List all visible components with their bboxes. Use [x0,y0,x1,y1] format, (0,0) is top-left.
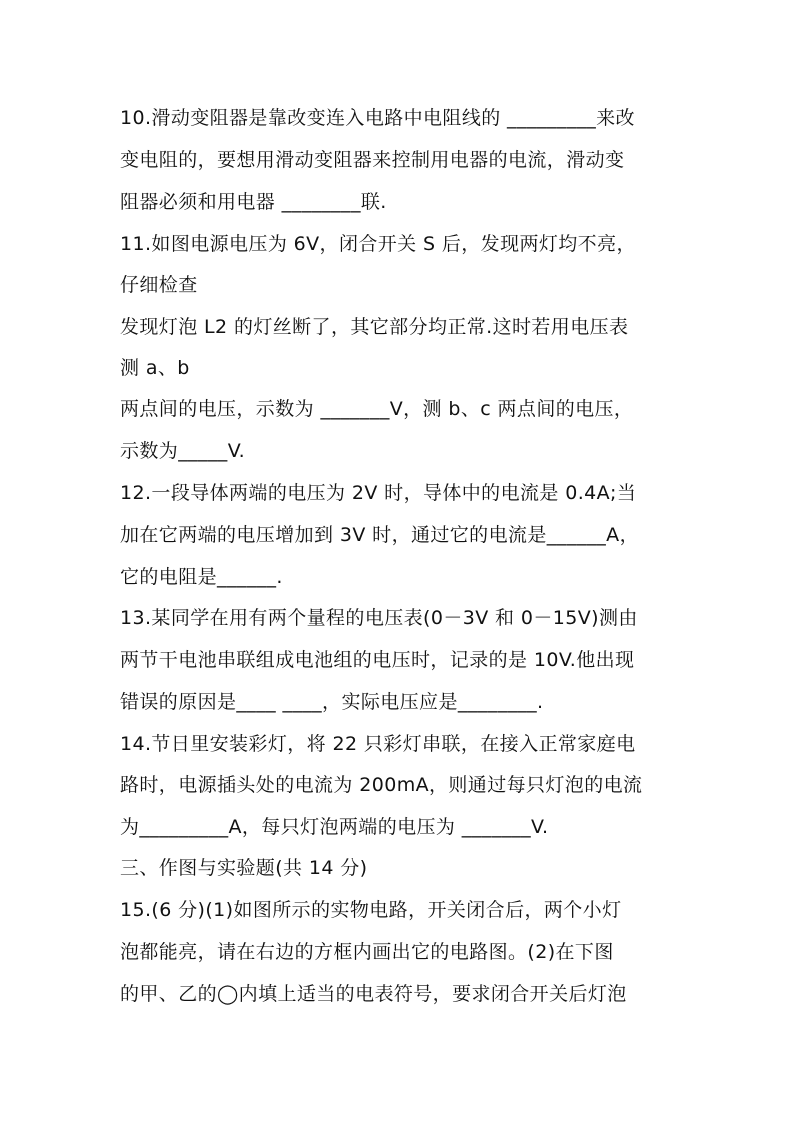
q11-line-5: 两点间的电压，示数为 _______V，测 b、c 两点间的电压， [120,398,634,420]
q12-line-1: 12.一段导体两端的电压为 2V 时，导体中的电流是 0.4A;当 [120,482,637,504]
q10-line-2: 变电阻的，要想用滑动变阻器来控制用电器的电流，滑动变 [120,149,625,171]
q11-line-3: 发现灯泡 L2 的灯丝断了，其它部分均正常.这时若用电压表 [120,316,629,338]
q14-line-2: 路时，电源插头处的电流为 200mA，则通过每只灯泡的电流 [120,774,643,796]
q14-line-1: 14.节日里安装彩灯，将 22 只彩灯串联，在接入正常家庭电 [120,733,636,755]
q12-line-3: 它的电阻是______. [120,566,283,588]
q15-line-3: 的甲、乙的◯内填上适当的电表符号，要求闭合开关后灯泡 [120,983,627,1005]
q11-line-6: 示数为_____V. [120,440,246,462]
q15-line-2: 泡都能亮，请在右边的方框内画出它的电路图。(2)在下图 [120,941,614,963]
q10-line-3: 阻器必须和用电器 ________联. [120,191,387,213]
q11-line-4: 测 a、b [120,357,190,379]
q10-line-1: 10.滑动变阻器是靠改变连入电路中电阻线的 _________来改 [120,107,635,129]
q13-line-1: 13.某同学在用有两个量程的电压表(0－3V 和 0－15V)测由 [120,607,638,629]
q11-line-1: 11.如图电源电压为 6V，闭合开关 S 后，发现两灯均不亮， [120,233,636,255]
q12-line-2: 加在它两端的电压增加到 3V 时，通过它的电流是______A， [120,524,639,546]
q15-line-1: 15.(6 分)(1)如图所示的实物电路，开关闭合后，两个小灯 [120,899,622,921]
q13-line-2: 两节干电池串联组成电池组的电压时，记录的是 10V.他出现 [120,649,635,671]
section-three-heading: 三、作图与实验题(共 14 分) [120,857,368,879]
q13-line-3: 错误的原因是____ ____，实际电压应是________. [120,691,544,713]
q14-line-3: 为_________A，每只灯泡两端的电压为 _______V. [120,816,549,838]
q11-line-2: 仔细检查 [120,274,198,296]
